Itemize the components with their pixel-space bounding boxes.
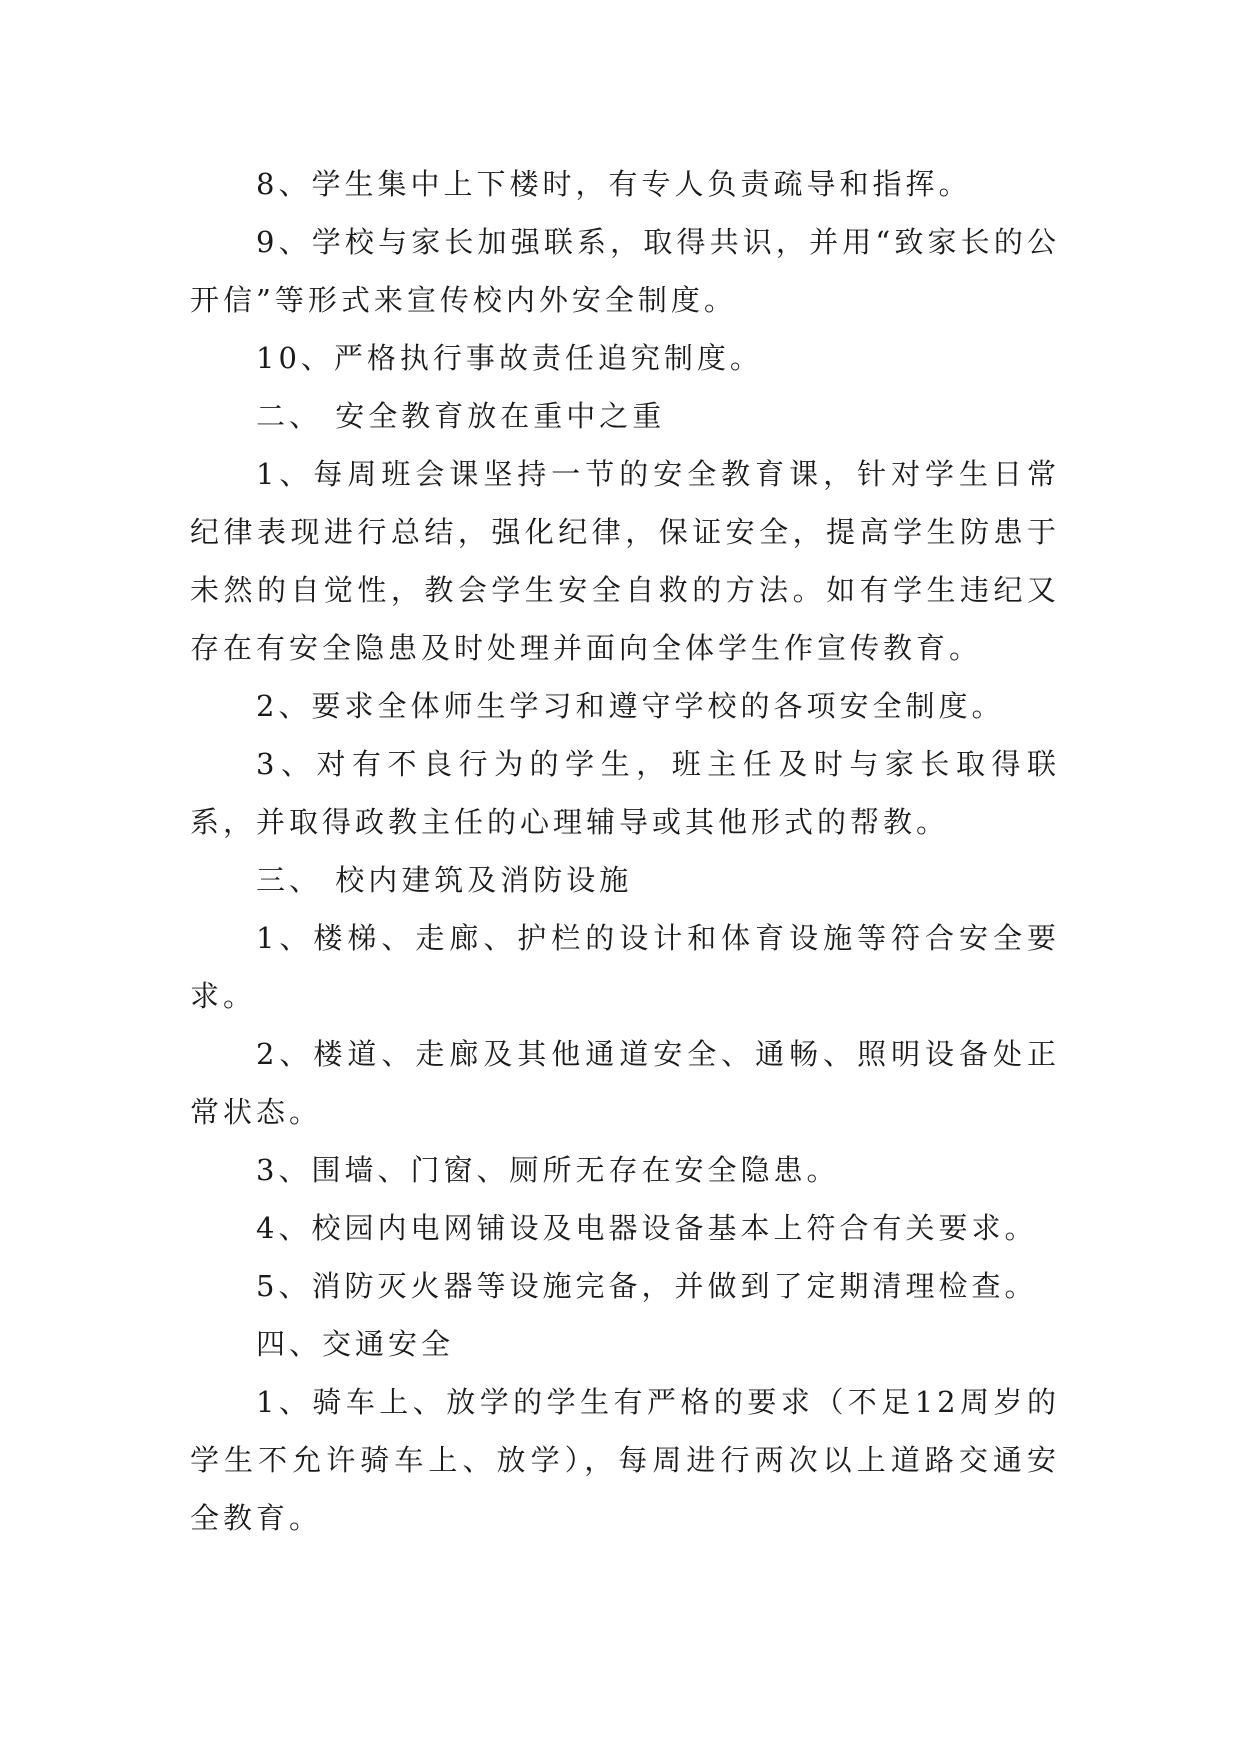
paragraph-item-3-4: 4、校园内电网铺设及电器设备基本上符合有关要求。 <box>256 1211 1038 1245</box>
paragraph-item-3-2: 2、楼道、走廊及其他通道安全、通畅、照明设备处正常状态。 <box>190 1037 1060 1129</box>
section-heading-2: 二、 安全教育放在重中之重 <box>256 399 666 433</box>
section-heading-3: 三、 校内建筑及消防设施 <box>256 863 633 897</box>
paragraph-item-9: 9、学校与家长加强联系，取得共识，并用“致家长的公开信”等形式来宣传校内外安全制度。 <box>190 225 1060 317</box>
paragraph-item-2-1: 1、每周班会课坚持一节的安全教育课，针对学生日常纪律表现进行总结，强化纪律，保证安全，提高学生防患于未然的自觉性，教会学生安全自救的方法。如有学生违纪又存在有安全隐患及时处理并面向全体学生作宣传教育。 <box>190 457 1060 665</box>
paragraph-item-4-1: 1、骑车上、放学的学生有严格的要求（不足12周岁的学生不允许骑车上、放学），每周进行两次以上道路交通安全教育。 <box>190 1385 1060 1535</box>
paragraph-item-3-1: 1、楼梯、走廊、护栏的设计和体育设施等符合安全要求。 <box>190 921 1060 1013</box>
paragraph-item-10: 10、严格执行事故责任追究制度。 <box>256 341 763 375</box>
paragraph-item-2-3: 3、对有不良行为的学生，班主任及时与家长取得联系，并取得政教主任的心理辅导或其他形式的帮教。 <box>190 747 1060 839</box>
paragraph-item-8: 8、学生集中上下楼时，有专人负责疏导和指挥。 <box>256 167 972 201</box>
paragraph-item-3-5: 5、消防灭火器等设施完备，并做到了定期清理检查。 <box>256 1269 1038 1303</box>
section-heading-4: 四、交通安全 <box>256 1327 455 1361</box>
document-body <box>190 155 1060 1547</box>
paragraph-item-2-2: 2、要求全体师生学习和遵守学校的各项安全制度。 <box>256 689 1005 723</box>
paragraph-item-3-3: 3、围墙、门窗、厕所无存在安全隐患。 <box>256 1153 840 1187</box>
